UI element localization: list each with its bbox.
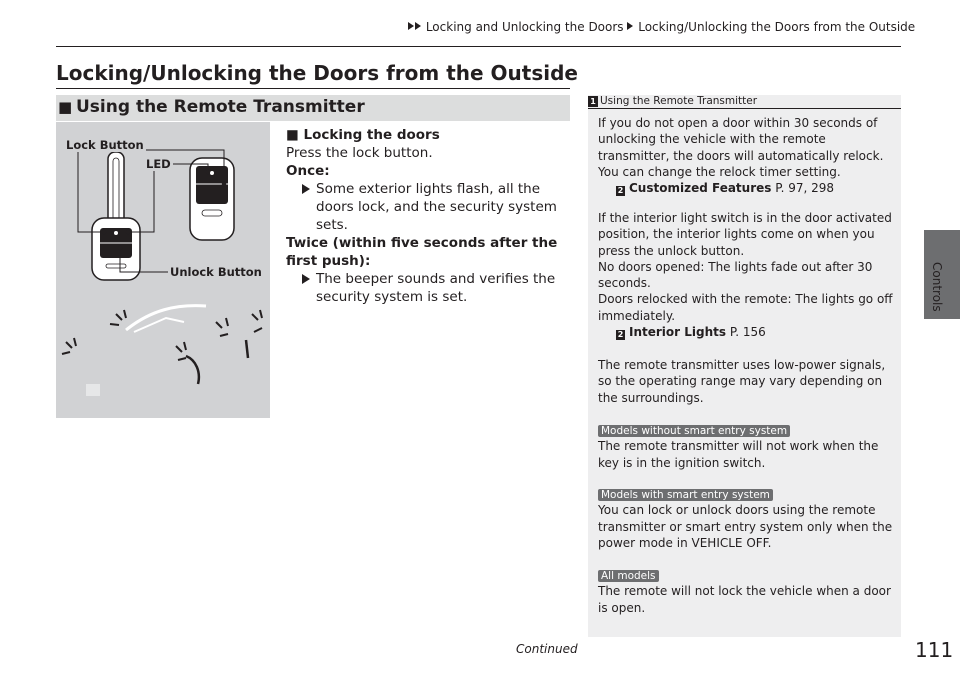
sidebar-para3 bbox=[598, 357, 898, 406]
twice-text: The beeper sounds and verifies the security system is set. bbox=[316, 271, 556, 305]
sidebar-text: You can lock or unlock doors using the remote transmitter or smart entry system only when the power mode in VEHICLE OFF. bbox=[598, 503, 893, 550]
sidebar-text: If the interior light switch is in the door activated position, the interior lights come on when you press the unlock button. bbox=[598, 211, 892, 258]
square-bullet-icon: ■ bbox=[58, 98, 73, 116]
sidebar-para5 bbox=[598, 486, 898, 551]
arrow-icon bbox=[302, 274, 310, 284]
sidebar-heading-rule bbox=[588, 108, 901, 109]
body-line1: Press the lock button. bbox=[286, 145, 433, 161]
note-icon: 1 bbox=[588, 96, 598, 107]
once-item bbox=[286, 180, 570, 234]
square-bullet-icon: ■ bbox=[286, 127, 299, 143]
reference-icon: 2 bbox=[617, 330, 624, 340]
arrow-icon bbox=[302, 184, 310, 194]
subheading: Locking the doors bbox=[303, 127, 440, 143]
lock-button-label: Lock Button bbox=[66, 138, 144, 152]
sidebar-para6 bbox=[598, 567, 898, 616]
reference-page: P. 156 bbox=[729, 325, 766, 340]
sidebar-text: No doors opened: The lights fade out after 30 seconds. bbox=[598, 259, 873, 291]
sidebar-para1 bbox=[598, 115, 898, 196]
page-number: 111 bbox=[915, 638, 954, 662]
breadcrumb-part1: Locking and Unlocking the Doors bbox=[425, 20, 624, 34]
subheading-row bbox=[286, 126, 570, 144]
cross-reference[interactable] bbox=[598, 180, 898, 196]
sidebar-text: The remote transmitter will not work when the key is in the ignition switch. bbox=[598, 439, 879, 470]
sidebar-heading bbox=[588, 95, 901, 109]
model-tag: Models with smart entry system bbox=[598, 489, 773, 501]
led-label: LED bbox=[146, 157, 171, 171]
model-tag: All models bbox=[598, 570, 659, 582]
sidebar-para4 bbox=[598, 422, 898, 471]
header-rule bbox=[56, 46, 901, 47]
arrow-icon bbox=[415, 22, 421, 30]
chapter-tab-label: Controls bbox=[930, 262, 944, 312]
continued-label: Continued bbox=[516, 642, 578, 656]
sidebar-text: You can change the relock timer setting. bbox=[598, 164, 841, 179]
section-title: Using the Remote Transmitter bbox=[76, 97, 365, 117]
twice-label: Twice (within five seconds after the first push): bbox=[286, 235, 558, 269]
section-heading bbox=[56, 95, 570, 121]
main-body bbox=[286, 126, 570, 306]
arrow-icon bbox=[627, 22, 633, 30]
arrow-icon bbox=[408, 22, 414, 30]
remote-transmitter-illustration bbox=[56, 122, 270, 418]
sidebar-text: The remote will not lock the vehicle when a door is open. bbox=[598, 584, 891, 615]
sidebar-notes bbox=[588, 95, 901, 637]
reference-link[interactable]: Interior Lights bbox=[629, 325, 727, 340]
sidebar-text: If you do not open a door within 30 seconds of unlocking the vehicle with the remote transmitter, the doors will automatically relock. bbox=[598, 116, 884, 163]
sidebar-para2 bbox=[598, 210, 898, 340]
reference-page: P. 97, 298 bbox=[775, 181, 835, 196]
unlock-button-label: Unlock Button bbox=[170, 265, 262, 279]
model-tag: Models without smart entry system bbox=[598, 425, 790, 437]
title-rule bbox=[56, 88, 570, 89]
reference-icon: 2 bbox=[617, 186, 624, 196]
twice-item bbox=[286, 270, 570, 306]
once-label: Once: bbox=[286, 163, 330, 179]
breadcrumb bbox=[408, 20, 915, 34]
sidebar-text: Doors relocked with the remote: The lights go off immediately. bbox=[598, 292, 893, 323]
once-text: Some exterior lights flash, all the doors lock, and the security system sets. bbox=[316, 181, 557, 233]
page-title: Locking/Unlocking the Doors from the Outside bbox=[56, 61, 578, 85]
sidebar-text: The remote transmitter uses low-power signals, so the operating range may vary depending on the surroundings. bbox=[598, 358, 886, 405]
sidebar-heading-text: Using the Remote Transmitter bbox=[600, 95, 758, 107]
cross-reference[interactable] bbox=[598, 324, 898, 340]
reference-link[interactable]: Customized Features bbox=[629, 181, 772, 196]
breadcrumb-part2: Locking/Unlocking the Doors from the Outside bbox=[638, 20, 916, 34]
